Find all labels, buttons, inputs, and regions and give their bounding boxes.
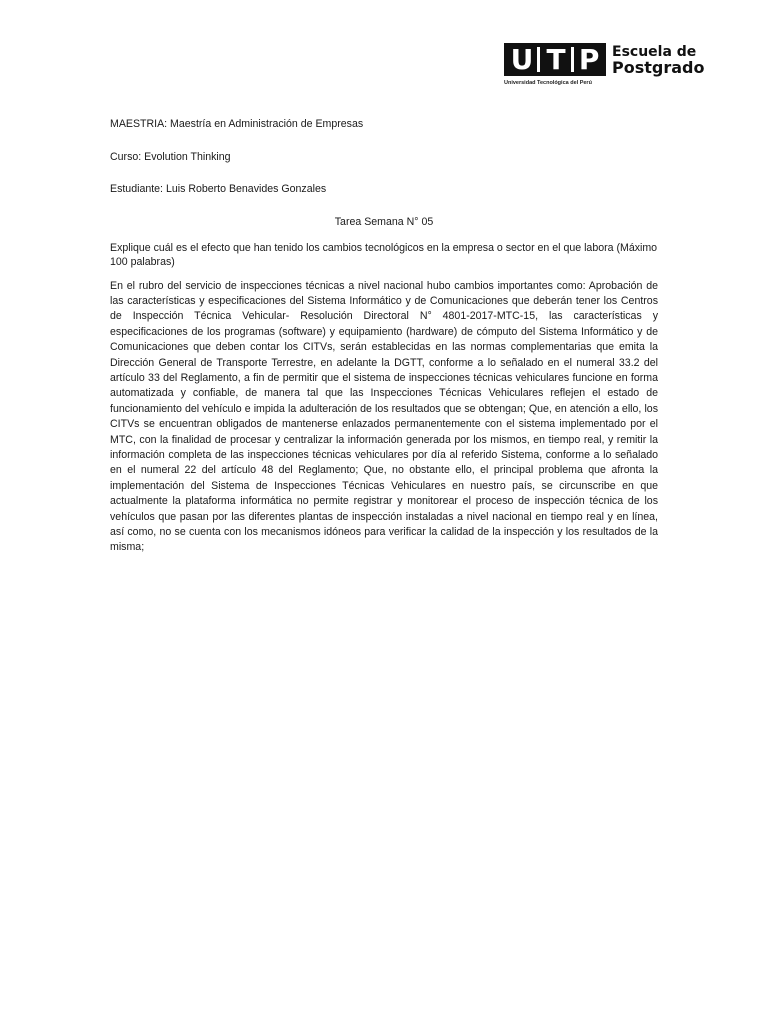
logo-tagline: Universidad Tecnológica del Perú (504, 80, 592, 86)
document-body (110, 117, 658, 556)
student-line: Estudiante: Luis Roberto Benavides Gonzales (110, 183, 327, 195)
logo-letter-u: U (510, 43, 534, 76)
school-name-line2: Postgrado (612, 58, 705, 77)
assignment-title: Tarea Semana N° 05 (334, 215, 434, 228)
school-name-line1: Escuela de (612, 44, 697, 60)
program-line: MAESTRIA: Maestría en Administración de Empresas (110, 118, 364, 130)
course-line: Curso: Evolution Thinking (110, 150, 231, 163)
logo-letter-p: P (578, 43, 600, 76)
utp-logo (504, 43, 704, 89)
logo-letter-t: T (546, 43, 566, 76)
logo-separator (571, 47, 574, 72)
logo-separator (537, 47, 540, 72)
utp-logo-letters (504, 43, 606, 76)
question-text: Explique cuál es el efecto que han tenido los cambios tecnológicos en la empresa o sector en el que labora (Máximo 100 palabras) (110, 241, 658, 268)
answer-text: En el rubro del servicio de inspecciones técnicas a nivel nacional hubo cambios importantes como: Aprobación de las características y especificaciones del Sistema Informático y de Comunicaciones que deberán tener los Centros de Inspección Técnica Vehicular- Resolución Directoral N° 4801-2017-MTC-15, las características y especificaciones de los programas (software) y equipamiento (hardware) de cómputo del Sistema Informático y de Comunicaciones que deben contar los CITVs, serán establecidas en las normas complementarias que emita la Dirección General de Transporte Terrestre, en adelante la DGTT, conforme a lo señalado en el numeral 33.2 del artículo 33 del Reglamento, a fin de permitir que el sistema de inspecciones técnicas vehiculares funcione en forma automatizada y confiable, de manera tal que las Inspecciones Técnicas Vehiculares reflejen el estado de funcionamiento del vehículo e impida la adulteración de los resultados que se obtengan; Que, en atención a ello, los CITVs se encuentran obligados de mantenerse enlazados permanentemente con el sistema implementado por el MTC, con la finalidad de procesar y centralizar la información generada por los mismos, en tiempo real, y remitir la información completa de las inspecciones técnicas vehiculares por día al referido Sistema, conforme a lo señalado en el numeral 22 del artículo 48 del Reglamento; Que, no obstante ello, el principal problema que afronta la implementación del Sistema de Inspecciones Técnicas Vehiculares en nuestro país, se circunscribe en que actualmente la plataforma informática no permite registrar y monitorear el proceso de inspección técnica de los vehículos que pasan por las diferentes plantas de inspección instaladas a nivel nacional en tiempo real y en línea, así como, no se cuenta con los mecanismos idóneos para verificar la calidad de la inspección y los resultados de la misma; (110, 279, 658, 554)
school-name (612, 44, 704, 76)
